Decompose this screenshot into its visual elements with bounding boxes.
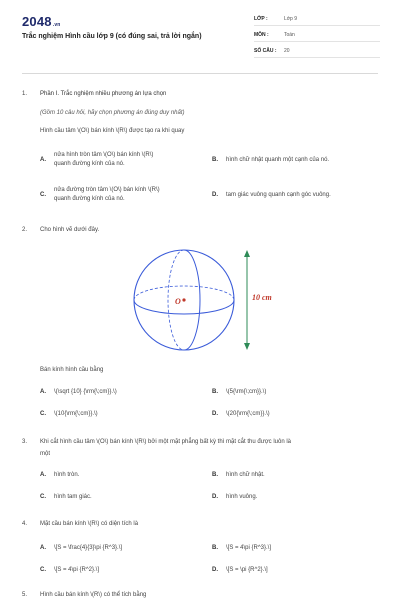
q1-text: Hình cầu tâm \(O\) bán kính \(R\) được tạo ra khi quay [40, 128, 185, 134]
sphere-center-dot [182, 298, 185, 301]
q4-option-c[interactable]: \[S = 4\pi {R^2}.\] [54, 567, 100, 573]
q4-text: Mặt cầu bán kính \(R\) có diện tích là [40, 521, 139, 527]
q3-option-c[interactable]: hình tam giác. [54, 494, 92, 500]
q2-option-c-label[interactable]: C. [40, 411, 46, 417]
q1-option-b[interactable]: hình chữ nhật quanh một cạnh của nó. [226, 157, 330, 163]
dimension-label: 10 cm [252, 293, 272, 302]
section-note: (Gồm 10 câu hỏi, hãy chọn phương án đúng duy nhất) [40, 110, 185, 116]
q1-option-d-label[interactable]: D. [212, 192, 218, 198]
q5-number: 5. [22, 592, 28, 598]
sphere-equator-back [134, 286, 234, 300]
meta-subject: MÔN : Toán [254, 28, 380, 42]
q2-text-after: Bán kính hình cầu bằng [40, 367, 104, 373]
q4-option-d[interactable]: \[S = \pi {R^2}.\] [226, 567, 268, 573]
q3-text-line2: một [40, 451, 51, 457]
q4-number: 4. [22, 521, 28, 527]
q2-text: Cho hình vẽ dưới đây. [40, 227, 100, 233]
q4-option-b[interactable]: \[S = 4\pi {R^3}.\] [226, 545, 272, 551]
q4-option-c-label[interactable]: C. [40, 567, 46, 573]
q3-option-b[interactable]: hình chữ nhật. [226, 472, 265, 478]
sphere-center-label: O [175, 297, 181, 306]
page-title: Trắc nghiệm Hình cầu lớp 9 (có đúng sai, trả lời ngắn) [22, 33, 202, 40]
q2-option-b-label[interactable]: B. [212, 389, 218, 395]
q2-option-a[interactable]: \(\sqrt {10} {\rm{\;cm}}.\) [54, 389, 117, 395]
q3-option-a[interactable]: hình tròn. [54, 472, 80, 478]
q3-number: 3. [22, 439, 28, 445]
q3-text-line1: Khi cắt hình cầu tâm \(O\) bán kính \(R\) bởi một mặt phẳng bất kỳ thì mặt cắt thu được luôn là [40, 439, 292, 445]
q1-option-c[interactable]: nửa đường tròn tâm \(O\) bán kính \(R\) quanh đường kính của nó. [54, 187, 160, 202]
dimension-arrow-top [244, 250, 250, 257]
q2-option-d[interactable]: \(20{\rm{\;cm}}.\) [226, 411, 270, 417]
header-divider [22, 73, 378, 74]
sphere-meridian-front [184, 250, 200, 350]
q4-option-a-label[interactable]: A. [40, 545, 46, 551]
page-header [0, 0, 400, 72]
q1-option-b-label[interactable]: B. [212, 157, 218, 163]
q2-option-c[interactable]: \(10{\rm{\;cm}}.\) [54, 411, 98, 417]
site-logo[interactable]: 2048.vn [22, 14, 61, 29]
q1-option-a-label[interactable]: A. [40, 157, 46, 163]
q1-option-a[interactable]: nửa hình tròn tâm \(O\) bán kính \(R\) quanh đường kính của nó. [54, 152, 154, 167]
q2-number: 2. [22, 227, 28, 233]
q3-option-a-label[interactable]: A. [40, 472, 46, 478]
q5-text: Hình cầu bán kính \(R\) có thể tích bằng [40, 592, 147, 598]
sphere-figure [132, 238, 292, 370]
q4-option-d-label[interactable]: D. [212, 567, 218, 573]
q3-option-c-label[interactable]: C. [40, 494, 46, 500]
q2-option-d-label[interactable]: D. [212, 411, 218, 417]
q1-number: 1. [22, 91, 28, 97]
meta-question-count: SỐ CÂU : 20 [254, 44, 380, 58]
dimension-arrow-bottom [244, 343, 250, 350]
meta-class: LỚP : Lớp 9 [254, 12, 380, 26]
q1-option-c-label[interactable]: C. [40, 192, 46, 198]
section-title: Phần I. Trắc nghiệm nhiều phương án lựa chọn [40, 91, 167, 97]
q2-option-a-label[interactable]: A. [40, 389, 46, 395]
q3-option-b-label[interactable]: B. [212, 472, 218, 478]
q4-option-b-label[interactable]: B. [212, 545, 218, 551]
sphere-equator-front [134, 300, 234, 314]
q3-option-d-label[interactable]: D. [212, 494, 218, 500]
q4-option-a[interactable]: \[S = \frac{4}{3}\pi {R^3}.\] [54, 545, 123, 551]
q1-option-d[interactable]: tam giác vuông quanh cạnh góc vuông. [226, 192, 331, 198]
q2-option-b[interactable]: \(5{\rm{\;cm}}.\) [226, 389, 267, 395]
q3-option-d[interactable]: hình vuông. [226, 494, 258, 500]
